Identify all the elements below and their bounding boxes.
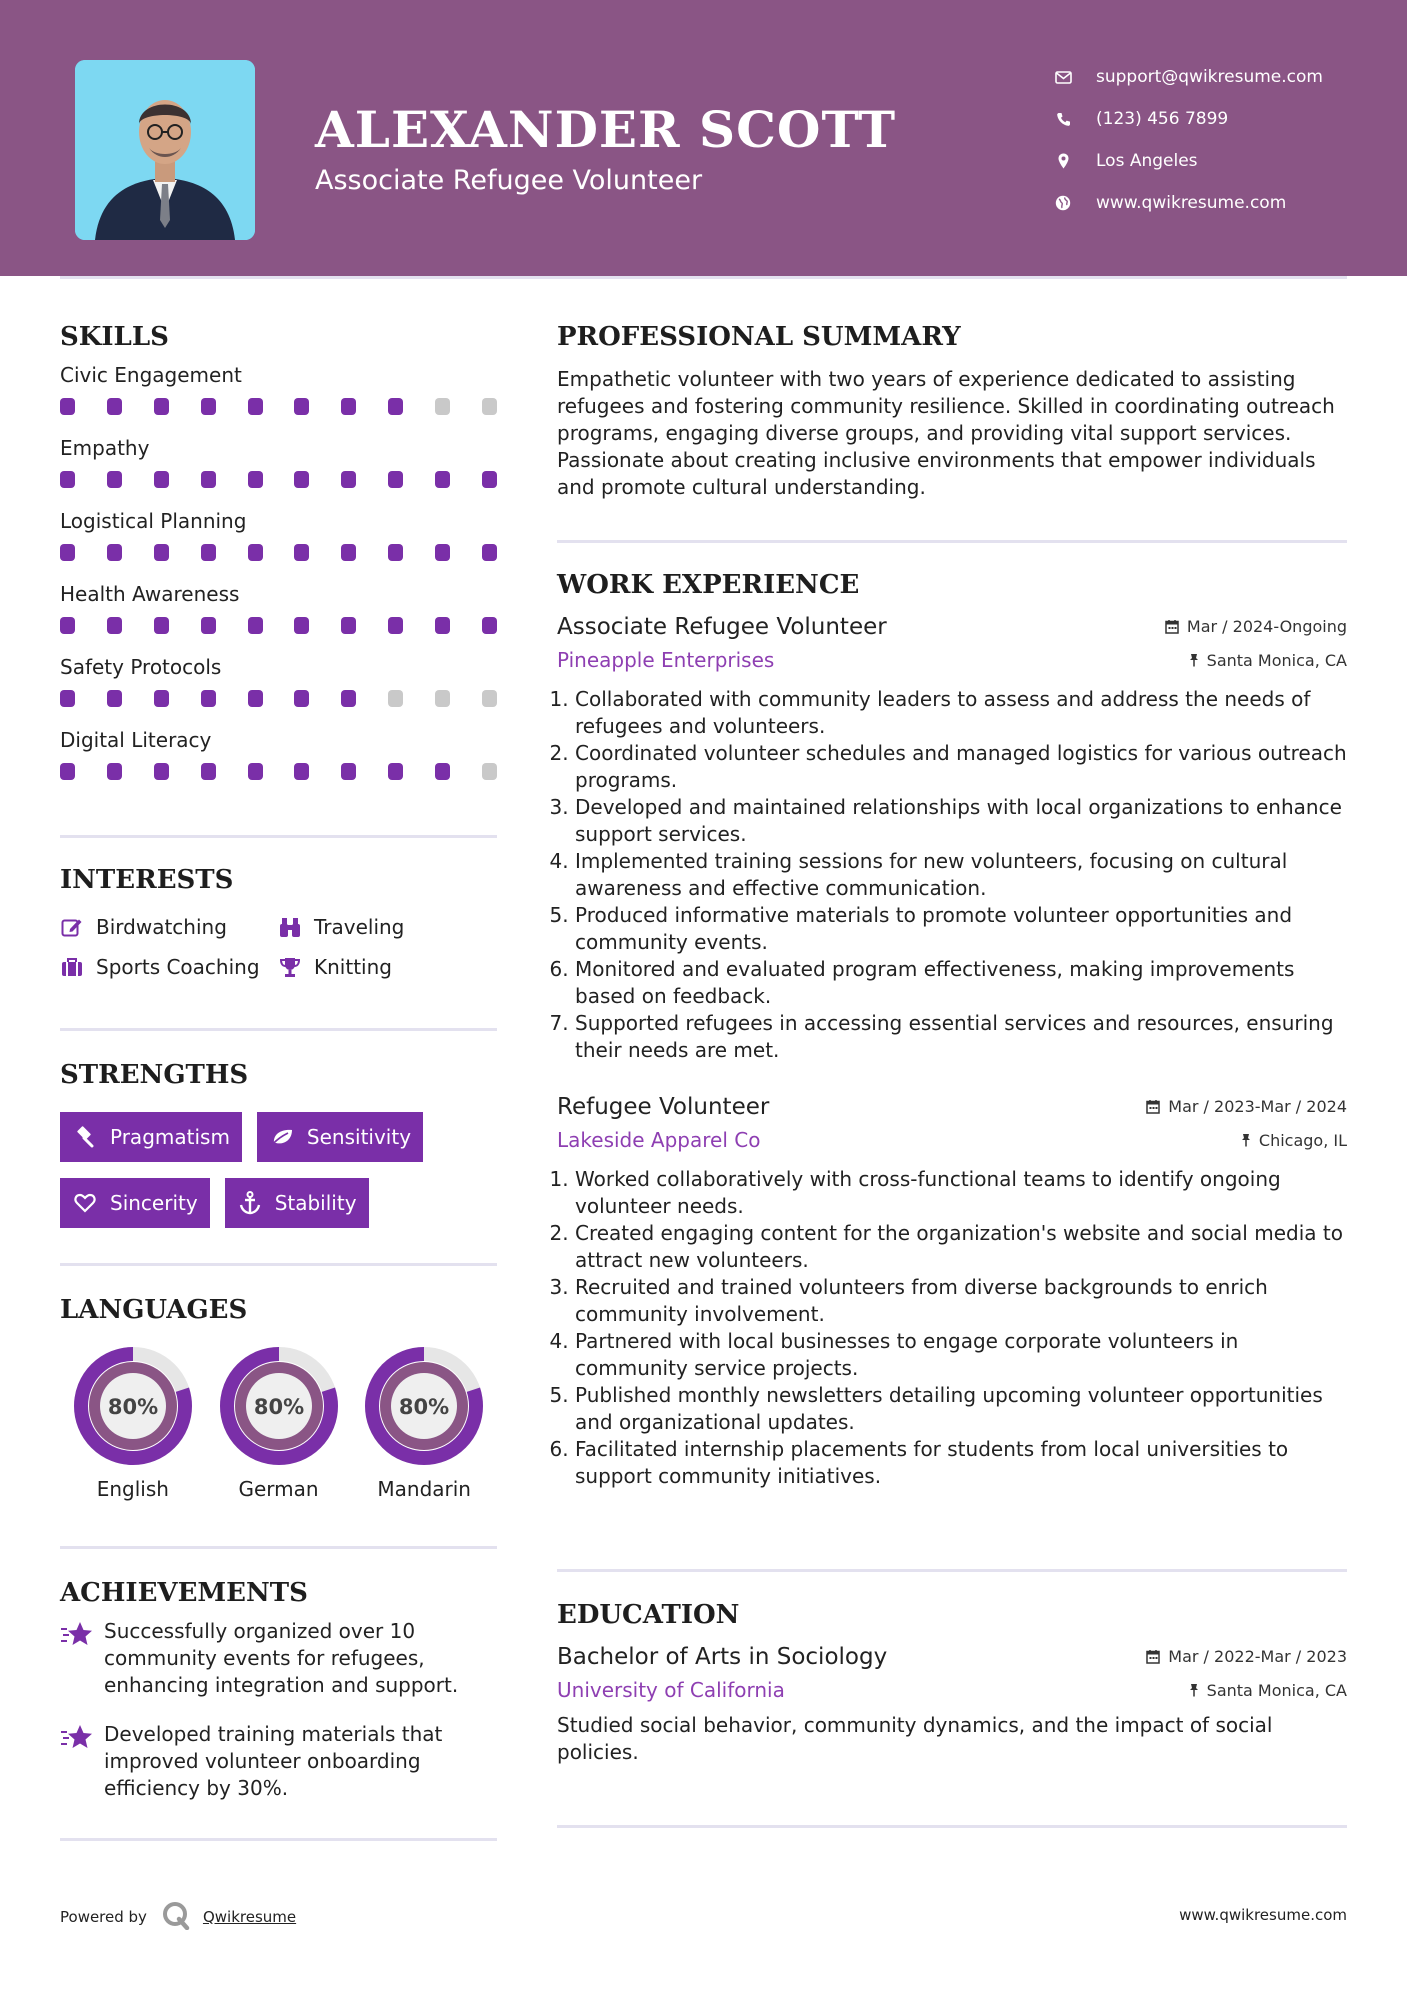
strength-tag [225,1178,369,1228]
skill-item [60,506,497,579]
section-divider [60,1546,497,1549]
skill-dot-filled [341,617,356,634]
experience-section [557,570,1347,1490]
interest-item [60,915,278,939]
contact-phone[interactable] [1050,98,1323,140]
section-divider [60,1028,497,1031]
powered-by-label: Powered by [60,1908,147,1926]
map-pin-icon [1050,151,1076,171]
skill-level-dots [60,763,497,780]
language-level-ring [218,1345,340,1467]
experience-heading: WORK EXPERIENCE [557,570,860,600]
languages-heading: LANGUAGES [60,1295,248,1325]
job-bullets [557,1166,1347,1490]
job-header [557,614,1347,640]
skill-dot-filled [60,544,75,561]
skill-dot-filled [154,617,169,634]
skill-name: Safety Protocols [60,655,222,679]
skill-dot-filled [154,544,169,561]
interest-item [278,955,497,979]
language-percent: 80% [399,1395,450,1419]
envelope-icon [1050,67,1076,87]
skill-dot-filled [482,617,497,634]
qwikresume-link[interactable]: Qwikresume [202,1908,297,1926]
skill-name: Digital Literacy [60,728,212,752]
section-divider [557,1825,1347,1828]
job-subheader [557,1128,1347,1152]
skill-dot-filled [435,763,450,780]
skill-dot-filled [60,617,75,634]
bullet-item: 4. Partnered with local businesses to engage corporate volunteers in community service projects. [575,1328,1347,1382]
skill-dot-filled [435,471,450,488]
footer-powered-by [60,1900,296,1934]
education-header [557,1644,1347,1670]
skill-dot-filled [294,690,309,707]
skill-dot-filled [107,544,122,561]
skill-dot-filled [60,690,75,707]
skill-name: Empathy [60,436,150,460]
skill-item [60,579,497,652]
footer-website[interactable]: www.qwikresume.com [1179,1906,1347,1924]
education-subheader [557,1678,1347,1702]
job-date-text: Mar / 2023-Mar / 2024 [1168,1097,1347,1116]
achievement-item [60,1618,497,1699]
job-date [1146,1097,1347,1116]
profile-photo [75,60,255,240]
job-title: Refugee Volunteer [557,1094,770,1120]
skill-dot-filled [248,690,263,707]
strengths-section [60,1060,497,1228]
contact-website[interactable] [1050,182,1323,224]
skill-dot-empty [388,690,403,707]
summary-text: Empathetic volunteer with two years of experience dedicated to assisting refugees and fostering community resilience. Skilled in coordinating outreach programs, engaging diverse groups, and providing vital support services. Passionate about creating inclusive environments that empower individuals and promote cultural understanding. [557,367,1335,499]
interest-label: Traveling [314,915,405,939]
star-award-icon [60,1723,94,1802]
company-name: Lakeside Apparel Co [557,1128,761,1152]
skill-dot-filled [201,763,216,780]
edit-icon [60,915,84,939]
skill-dot-filled [294,398,309,415]
languages-section [60,1295,497,1501]
skill-dot-filled [294,763,309,780]
skill-dot-empty [482,398,497,415]
section-divider [557,540,1347,543]
section-divider [60,1838,497,1841]
achievements-section [60,1578,497,1802]
job-location-text: Santa Monica, CA [1206,650,1347,670]
skill-dot-filled [248,471,263,488]
interest-label: Birdwatching [96,915,227,939]
skill-dot-filled [154,471,169,488]
language-name: German [238,1477,319,1501]
education-entry [557,1644,1347,1766]
skill-name: Health Awareness [60,582,240,606]
education-description: Studied social behavior, community dynamics, and the impact of social policies. [557,1713,1273,1764]
contact-email-text: support@qwikresume.com [1096,67,1323,87]
job-entry [557,614,1347,1064]
education-date [1146,1647,1347,1666]
calendar-icon [1146,1099,1160,1114]
strength-label: Sensitivity [306,1125,412,1149]
strength-tag [60,1112,242,1162]
interests-list [60,915,497,979]
bullet-item: 3. Developed and maintained relationships with local organizations to enhance support services. [575,794,1347,848]
job-subheader [557,648,1347,672]
bullet-item: 1. Collaborated with community leaders to assess and address the needs of refugees and volunteers. [575,686,1347,740]
pushpin-icon [1241,1133,1251,1147]
contact-list [1050,56,1323,224]
interest-item [278,915,497,939]
skill-item [60,652,497,725]
bullet-item: 2. Created engaging content for the organization's website and social media to attract new volunteers. [575,1220,1347,1274]
achievement-text: Successfully organized over 10 community events for refugees, enhancing integration and support. [104,1619,459,1697]
pushpin-icon [1189,653,1199,667]
section-divider [60,835,497,838]
interests-section [60,865,497,979]
strength-tag [60,1178,210,1228]
pushpin-icon [1189,1683,1199,1697]
gavel-icon [72,1125,98,1149]
resume-header [0,0,1407,276]
skill-dot-filled [294,617,309,634]
skill-dot-filled [341,690,356,707]
skill-dot-filled [201,690,216,707]
contact-location [1050,140,1323,182]
bullet-item: 2. Coordinated volunteer schedules and managed logistics for various outreach programs. [575,740,1347,794]
skill-dot-filled [435,617,450,634]
skill-dot-filled [248,617,263,634]
bullet-item: 5. Published monthly newsletters detailing upcoming volunteer opportunities and organizational updates. [575,1382,1347,1436]
skill-level-dots [60,544,497,561]
skill-item [60,360,497,433]
binoculars-icon [278,915,302,939]
skill-dot-filled [341,471,356,488]
school-name: University of California [557,1678,785,1702]
skill-dot-filled [341,544,356,561]
bullet-item: 1. Worked collaboratively with cross-functional teams to identify ongoing volunteer needs. [575,1166,1347,1220]
strength-tag [257,1112,423,1162]
language-percent: 80% [253,1395,304,1419]
skill-dot-filled [154,398,169,415]
skill-level-dots [60,398,497,415]
job-entry [557,1094,1347,1490]
job-location [1241,1131,1347,1150]
language-item [60,1345,206,1501]
bullet-item: 3. Recruited and trained volunteers from diverse backgrounds to enrich community involvement. [575,1274,1347,1328]
skill-dot-filled [388,471,403,488]
skill-dot-filled [388,763,403,780]
bullet-item: 6. Monitored and evaluated program effectiveness, making improvements based on feedback. [575,956,1347,1010]
degree-title: Bachelor of Arts in Sociology [557,1644,888,1670]
anchor-icon [237,1191,263,1215]
skill-dot-filled [388,398,403,415]
languages-list [60,1345,497,1501]
skill-name: Logistical Planning [60,509,247,533]
language-item [351,1345,497,1501]
skill-dot-filled [341,398,356,415]
skill-item [60,433,497,506]
job-bullets [557,686,1347,1064]
bullet-item: 7. Supported refugees in accessing essential services and resources, ensuring their needs are met. [575,1010,1347,1064]
skill-dot-filled [435,544,450,561]
skill-dot-filled [482,544,497,561]
interests-heading: INTERESTS [60,865,234,895]
strength-label: Stability [274,1191,357,1215]
company-name: Pineapple Enterprises [557,648,775,672]
achievement-text: Developed training materials that improved volunteer onboarding efficiency by 30%. [104,1722,443,1800]
contact-phone-text: (123) 456 7899 [1096,109,1229,129]
language-item [206,1345,352,1501]
strengths-list [60,1112,497,1228]
job-location [1189,651,1347,670]
skill-dot-filled [482,471,497,488]
summary-heading: PROFESSIONAL SUMMARY [557,322,961,352]
phone-icon [1050,109,1076,129]
skill-dot-filled [248,763,263,780]
heart-icon [72,1191,98,1215]
skill-dot-filled [201,471,216,488]
education-date-text: Mar / 2022-Mar / 2023 [1168,1647,1347,1666]
language-name: Mandarin [377,1477,471,1501]
skill-dot-filled [60,763,75,780]
calendar-icon [1165,619,1179,634]
language-name: English [96,1477,169,1501]
job-location-text: Chicago, IL [1258,1130,1347,1150]
strength-label: Sincerity [110,1191,198,1215]
skill-dot-filled [60,471,75,488]
skill-dot-filled [154,690,169,707]
skill-dot-filled [107,763,122,780]
achievements-heading: ACHIEVEMENTS [60,1578,308,1608]
skill-dot-filled [201,544,216,561]
education-section [557,1600,1347,1766]
skill-dot-filled [154,763,169,780]
summary-section [557,322,1347,501]
skill-dot-filled [341,763,356,780]
bullet-item: 4. Implemented training sessions for new volunteers, focusing on cultural awareness and effective communication. [575,848,1347,902]
skill-dot-filled [107,617,122,634]
achievement-item [60,1721,497,1802]
strength-label: Pragmatism [110,1125,230,1149]
skill-level-dots [60,471,497,488]
skill-dot-filled [248,544,263,561]
bullet-item: 5. Produced informative materials to promote volunteer opportunities and community events. [575,902,1347,956]
leaf-icon [269,1125,295,1149]
language-level-ring [363,1345,485,1467]
skill-name: Civic Engagement [60,363,242,387]
skill-dot-filled [388,544,403,561]
skill-dot-filled [107,471,122,488]
language-percent: 80% [107,1395,158,1419]
bullet-item: 6. Facilitated internship placements for students from local universities to support community initiatives. [575,1436,1347,1490]
skill-dot-filled [107,398,122,415]
skills-section [60,322,497,798]
skill-dot-filled [294,471,309,488]
skill-item [60,725,497,798]
briefcase-icon [60,955,84,979]
skills-list [60,360,497,798]
star-award-icon [60,1620,94,1699]
skill-dot-filled [60,398,75,415]
skill-dot-empty [435,690,450,707]
person-portrait [75,60,255,240]
section-divider [557,1569,1347,1572]
skills-heading: SKILLS [60,322,169,352]
skill-dot-empty [482,763,497,780]
education-heading: EDUCATION [557,1600,740,1630]
strengths-heading: STRENGTHS [60,1060,249,1090]
calendar-icon [1146,1649,1160,1664]
header-divider [60,276,1347,279]
contact-email[interactable] [1050,56,1323,98]
candidate-name: ALEXANDER SCOTT [315,100,897,159]
qwikresume-logo-icon [161,1900,191,1934]
section-divider [60,1263,497,1266]
skill-level-dots [60,617,497,634]
skill-dot-filled [248,398,263,415]
skill-dot-filled [107,690,122,707]
job-header [557,1094,1347,1120]
skill-dot-filled [294,544,309,561]
interest-item [60,955,278,979]
interest-label: Knitting [314,955,392,979]
trophy-icon [278,955,302,979]
skill-dot-filled [388,617,403,634]
contact-location-text: Los Angeles [1096,151,1198,171]
education-location-text: Santa Monica, CA [1206,1680,1347,1700]
skill-dot-empty [482,690,497,707]
job-date [1165,617,1347,636]
skill-level-dots [60,690,497,707]
language-level-ring [72,1345,194,1467]
candidate-title: Associate Refugee Volunteer [315,165,703,196]
interest-label: Sports Coaching [96,955,260,979]
job-date-text: Mar / 2024-Ongoing [1186,617,1347,636]
education-location [1189,1681,1347,1700]
contact-website-text: www.qwikresume.com [1096,193,1287,213]
skill-dot-empty [435,398,450,415]
globe-icon [1050,193,1076,213]
skill-dot-filled [201,398,216,415]
job-title: Associate Refugee Volunteer [557,614,887,640]
skill-dot-filled [201,617,216,634]
